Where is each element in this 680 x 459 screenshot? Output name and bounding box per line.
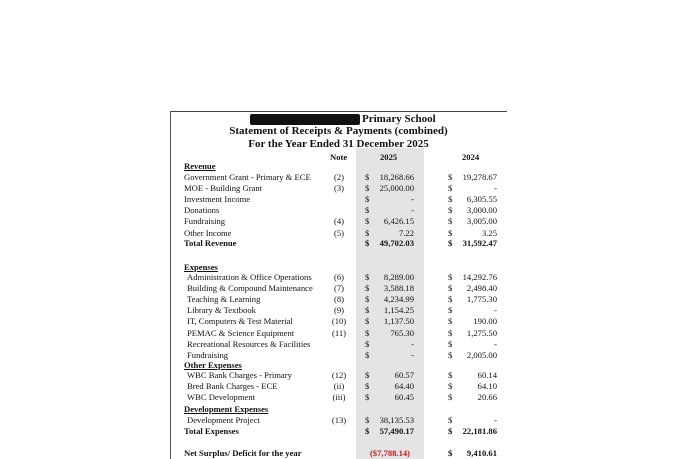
amount-2025: -	[411, 194, 414, 205]
amount-2025: 60.57	[394, 370, 414, 380]
line-item-label: WBC Development	[187, 392, 256, 403]
currency-symbol-2025: $	[365, 238, 370, 248]
other-expenses-heading: Other Expenses	[184, 360, 242, 370]
amount-2024: 1,275.50	[466, 327, 497, 338]
line-item-note: (12)	[331, 370, 347, 380]
line-item-note: (10)	[331, 316, 347, 327]
amount-2025: 7.22	[398, 227, 414, 238]
line-item-label: Fundraising	[184, 216, 226, 227]
currency-symbol-2024: $	[448, 294, 453, 305]
currency-symbol-2025: $	[365, 327, 370, 338]
redaction-bar	[250, 114, 360, 125]
amount-2024: 2,005.00	[466, 349, 497, 360]
currency-symbol-2025: $	[365, 392, 370, 403]
amount-2024: 14,292.76	[462, 272, 497, 282]
line-item-label: WBC Bank Charges - Primary	[187, 370, 292, 380]
net-surplus-2024: 9,410.61	[466, 448, 497, 458]
amount-2025: -	[411, 338, 414, 349]
amount-2025: 8,289.00	[383, 272, 414, 282]
amount-2024: 64.10	[477, 381, 497, 392]
amount-2024: 3.25	[481, 227, 497, 238]
currency-symbol-2024: $	[448, 316, 453, 327]
line-item-label: Administration & Office Operations	[187, 272, 312, 282]
line-item-label: MOE - Building Grant	[184, 183, 263, 194]
total-revenue-2025: 49,702.03	[379, 238, 414, 248]
currency-symbol-2025: $	[365, 172, 370, 182]
page-edge-top	[170, 111, 507, 112]
amount-2024: -	[494, 183, 497, 194]
currency-symbol-2024: $	[448, 194, 453, 205]
line-item-label: Building & Compound Maintenance	[187, 283, 313, 294]
line-item-label: PEMAC & Science Equipment	[187, 327, 295, 338]
currency-symbol-2025: $	[365, 316, 370, 327]
net-surplus-label: Net Surplus/ Deficit for the year	[184, 448, 302, 458]
statement-period: For the Year Ended 31 December 2025	[248, 138, 429, 150]
currency-symbol-2024: $	[448, 426, 453, 436]
currency-symbol-2024: $	[448, 381, 453, 392]
currency-symbol-2024: $	[448, 205, 453, 216]
total-expenses-2024: 22,181.86	[462, 426, 497, 436]
amount-2025: 38,135.53	[379, 415, 414, 425]
line-item-label: Fundraising	[187, 349, 229, 360]
currency-symbol-2024: $	[448, 392, 453, 403]
amount-2025: 1,154.25	[383, 305, 414, 316]
currency-symbol-2024: $	[448, 415, 453, 425]
currency-symbol-2024: $	[448, 448, 453, 458]
currency-symbol-2025: $	[365, 272, 370, 282]
amount-2025: 64.40	[394, 381, 414, 392]
line-item-note: (iii)	[332, 392, 346, 403]
currency-symbol-2024: $	[448, 216, 453, 227]
line-item-note: (ii)	[333, 381, 345, 392]
amount-2025: 4,234.99	[383, 294, 414, 305]
amount-2024: -	[494, 338, 497, 349]
currency-symbol-2025: $	[365, 216, 370, 227]
line-item-label: Development Project	[187, 415, 260, 425]
development-expenses-heading: Development Expenses	[184, 404, 269, 414]
line-item-note: (8)	[333, 294, 345, 305]
line-item-note: (13)	[331, 415, 347, 425]
line-item-note: (7)	[333, 283, 345, 294]
line-item-label: Teaching & Learning	[187, 294, 261, 305]
currency-symbol-2025: $	[365, 194, 370, 205]
line-item-label: Bred Bank Charges - ECE	[187, 381, 278, 392]
currency-symbol-2025: $	[365, 381, 370, 392]
revenue-heading: Revenue	[184, 161, 216, 171]
line-item-note: (6)	[333, 272, 345, 282]
amount-2024: 1,775.30	[466, 294, 497, 305]
currency-symbol-2025: $	[365, 426, 370, 436]
amount-2025: 3,588.18	[383, 283, 414, 294]
amount-2025: 6,426.15	[383, 216, 414, 227]
line-item-label: Recreational Resources & Facilities	[187, 338, 311, 349]
currency-symbol-2025: $	[365, 283, 370, 294]
currency-symbol-2024: $	[448, 183, 453, 194]
currency-symbol-2024: $	[448, 349, 453, 360]
amount-2024: 20.66	[477, 392, 497, 403]
currency-symbol-2024: $	[448, 370, 453, 380]
line-item-label: IT, Computers & Test Material	[187, 316, 293, 327]
line-item-note: (5)	[333, 227, 345, 238]
amount-2025: 18,268.66	[379, 172, 414, 182]
statement-title: Statement of Receipts & Payments (combined)	[229, 125, 448, 137]
line-item-note: (4)	[333, 216, 345, 227]
amount-2024: 19,278.67	[462, 172, 497, 182]
amount-2024: 60.14	[477, 370, 497, 380]
line-item-note: (3)	[333, 183, 345, 194]
currency-symbol-2024: $	[448, 305, 453, 316]
line-item-note: (2)	[333, 172, 345, 182]
total-revenue-label: Total Revenue	[184, 238, 237, 248]
currency-symbol-2024: $	[448, 238, 453, 248]
currency-symbol-2025: $	[365, 183, 370, 194]
line-item-label: Library & Textbook	[187, 305, 256, 316]
currency-symbol-2024: $	[448, 327, 453, 338]
currency-symbol-2024: $	[448, 272, 453, 282]
expenses-heading: Expenses	[184, 262, 218, 272]
amount-2024: 3,005.00	[466, 216, 497, 227]
col-2025-header: 2025	[380, 152, 398, 162]
line-item-label: Other Income	[184, 227, 232, 238]
line-item-label: Donations	[184, 205, 220, 216]
currency-symbol-2025: $	[365, 227, 370, 238]
amount-2024: 3,000.00	[466, 205, 497, 216]
total-expenses-label: Total Expenses	[184, 426, 239, 436]
page-edge-left	[170, 111, 171, 459]
currency-symbol-2025: $	[365, 294, 370, 305]
amount-2024: 190.00	[473, 316, 497, 327]
col-2024-header: 2024	[462, 152, 480, 162]
school-name: Primary School	[362, 113, 436, 125]
amount-2025: -	[411, 205, 414, 216]
currency-symbol-2025: $	[365, 305, 370, 316]
amount-2025: 765.30	[390, 327, 414, 338]
col-note-header: Note	[330, 152, 348, 162]
net-surplus-2025: ($7,788.14)	[369, 448, 411, 458]
amount-2024: 2,498.40	[466, 283, 497, 294]
currency-symbol-2025: $	[365, 338, 370, 349]
line-item-label: Government Grant - Primary & ECE	[184, 172, 311, 182]
currency-symbol-2025: $	[365, 370, 370, 380]
currency-symbol-2024: $	[448, 172, 453, 182]
amount-2024: -	[494, 415, 497, 425]
line-item-label: Investment Income	[184, 194, 251, 205]
amount-2025: -	[411, 349, 414, 360]
currency-symbol-2024: $	[448, 338, 453, 349]
line-item-note: (11)	[332, 327, 346, 338]
line-item-note: (9)	[333, 305, 345, 316]
amount-2024: 6,305.55	[466, 194, 497, 205]
amount-2025: 60.45	[394, 392, 414, 403]
total-expenses-2025: 57,490.17	[379, 426, 414, 436]
currency-symbol-2025: $	[365, 415, 370, 425]
amount-2025: 25,000.00	[379, 183, 414, 194]
total-revenue-2024: 31,592.47	[462, 238, 497, 248]
currency-symbol-2025: $	[365, 205, 370, 216]
currency-symbol-2024: $	[448, 283, 453, 294]
currency-symbol-2025: $	[365, 349, 370, 360]
amount-2024: -	[494, 305, 497, 316]
amount-2025: 1,137.50	[383, 316, 414, 327]
currency-symbol-2024: $	[448, 227, 453, 238]
